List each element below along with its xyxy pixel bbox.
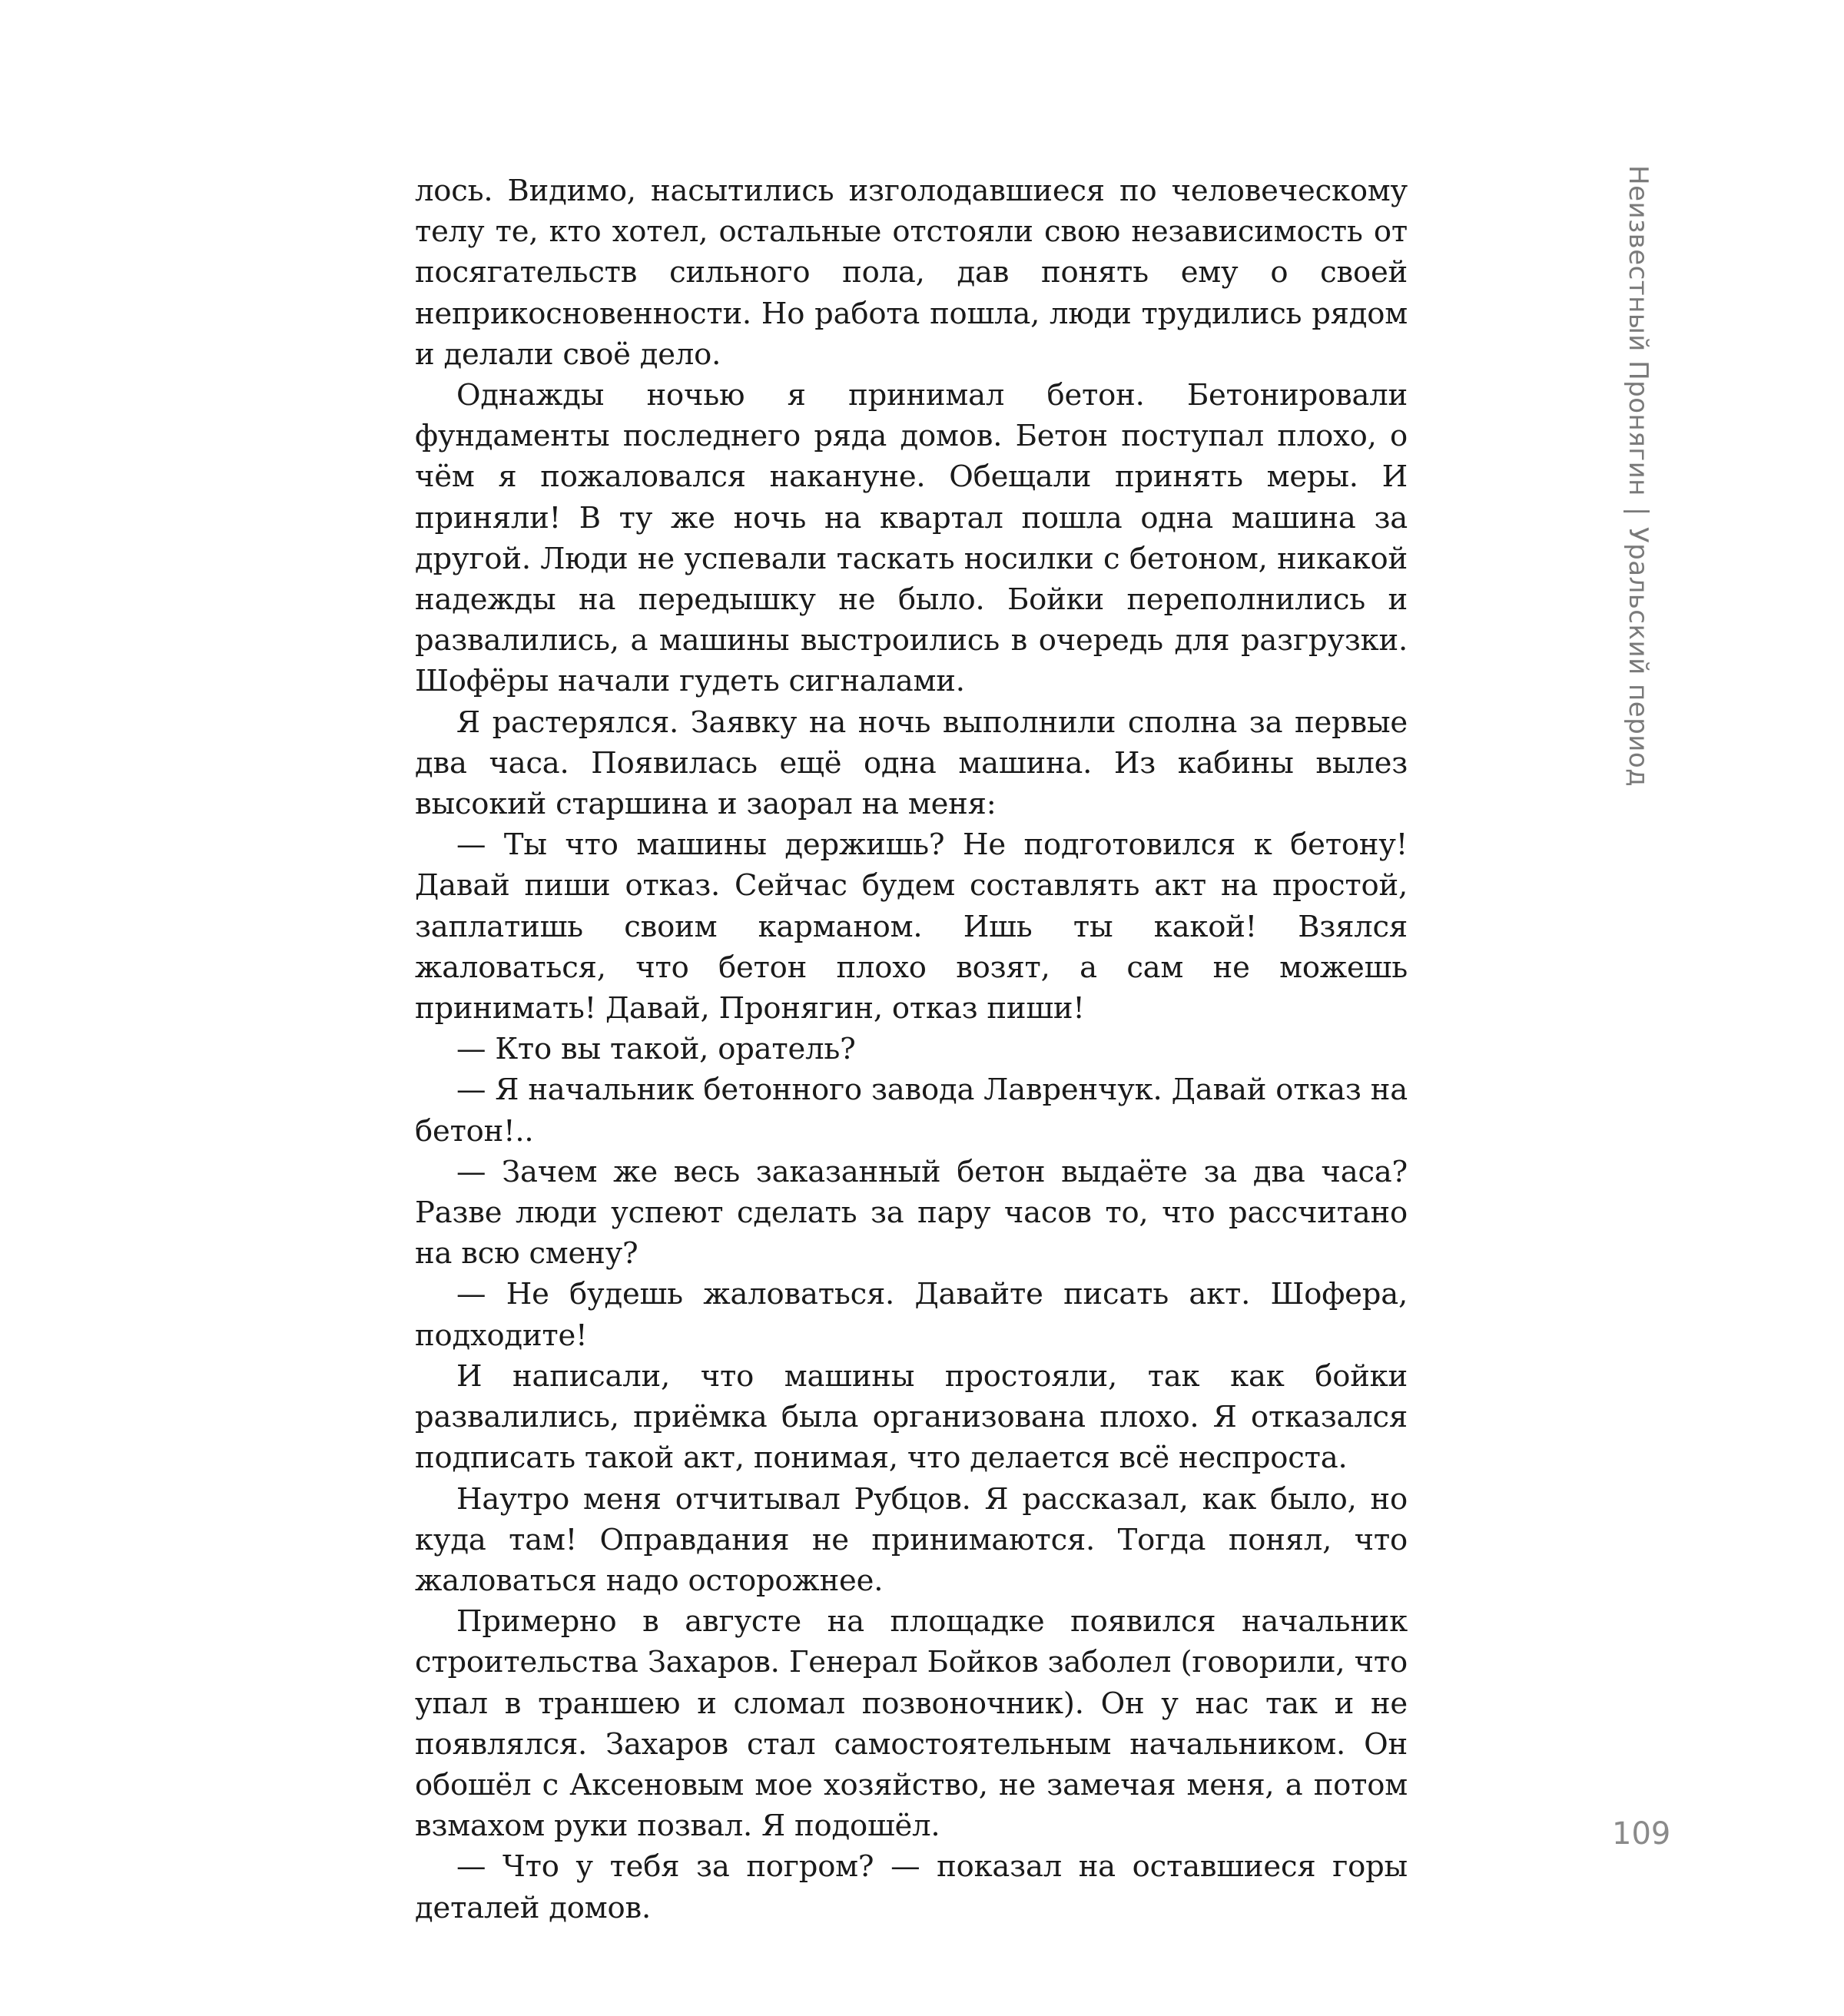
paragraph-continued: лось. Видимо, насытились изголодавшиеся по человеческому телу те, кто хотел, остальные отстояли свою независимость от посягательств сильного пола, дав понять ему о своей неприкосновенности. Но работа пошла, люди трудились рядом и делали своё дело. bbox=[415, 174, 1408, 372]
dialogue-line: — Что у тебя за погром? — показал на оставшиеся горы деталей домов. bbox=[415, 1849, 1408, 1925]
page-number: 109 bbox=[1612, 1816, 1671, 1852]
paragraph: Наутро меня отчитывал Рубцов. Я рассказал, как было, но куда там! Оправдания не принимаются. Тогда понял, что жаловаться надо осторожнее. bbox=[415, 1481, 1408, 1598]
paragraph: Примерно в августе на площадке появился начальник строительства Захаров. Генерал Бойков заболел (говорили, что упал в траншею и сломал позвоночник). Он у нас так и не появлялся. Захаров стал самостоятельным начальником. Он обошёл с Аксеновым мое хозяйство, не замечая меня, а потом взмахом руки позвал. Я подошёл. bbox=[415, 1604, 1408, 1844]
running-head-book-title: Неизвестный Пронягин bbox=[1623, 165, 1653, 496]
running-head bbox=[1623, 165, 1653, 787]
paragraph: Я растерялся. Заявку на ночь выполнили сполна за первые два часа. Появилась ещё одна машина. Из кабины вылез высокий старшина и заорал на меня: bbox=[415, 705, 1408, 822]
running-head-separator: | bbox=[1623, 506, 1653, 516]
paragraph: Однажды ночью я принимал бетон. Бетонировали фундаменты последнего ряда домов. Бетон поступал плохо, о чём я пожаловался накануне. Обещали принять меры. И приняли! В ту же ночь на квартал пошла одна машина за другой. Люди не успевали таскать носилки с бетоном, никакой надежды на передышку не было. Бойки переполнились и развалились, а машины выстроились в очередь для разгрузки. Шофёры начали гудеть сигналами. bbox=[415, 378, 1408, 699]
dialogue-line: — Ты что машины держишь? Не подготовился к бетону! Давай пиши отказ. Сейчас будем составлять акт на простой, заплатишь своим карманом. Ишь ты какой! Взялся жаловаться, что бетон плохо возят, а сам не можешь принимать! Давай, Пронягин, отказ пиши! bbox=[415, 827, 1408, 1026]
dialogue-line: — Не будешь жаловаться. Давайте писать акт. Шофера, подходите! bbox=[415, 1277, 1408, 1353]
dialogue-line: — Кто вы такой, оратель? bbox=[456, 1032, 856, 1067]
body-text bbox=[415, 171, 1408, 1928]
dialogue-line: — Я начальник бетонного завода Лавренчук. Давай отказ на бетон!.. bbox=[415, 1073, 1408, 1149]
paragraph: И написали, что машины простояли, так как бойки развалились, приёмка была организована плохо. Я отказался подписать такой акт, понимая, что делается всё неспроста. bbox=[415, 1358, 1408, 1476]
dialogue-line: — Зачем же весь заказанный бетон выдаёте за два часа? Разве люди успеют сделать за пару часов то, что рассчитано на всю смену? bbox=[415, 1154, 1408, 1272]
running-head-section-title: Уральский период bbox=[1623, 526, 1653, 788]
